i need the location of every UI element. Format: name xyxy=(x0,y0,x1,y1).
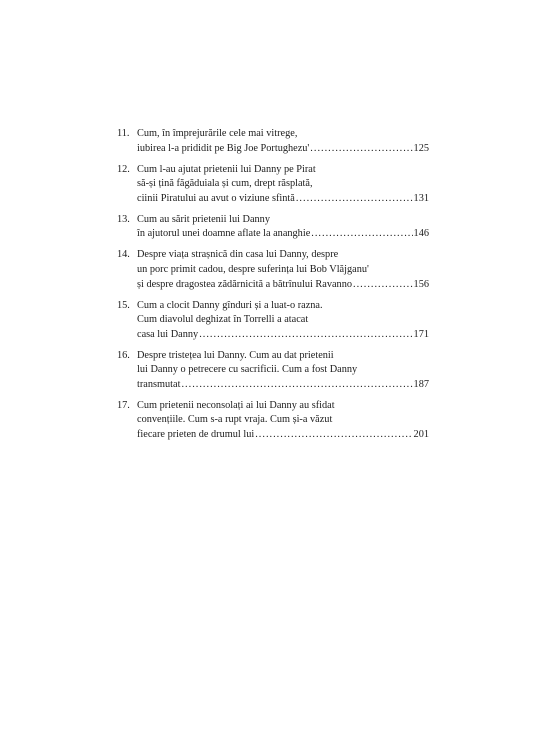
chapter-title-last-line xyxy=(137,378,429,393)
chapter-title-line: Cum au sărit prietenii lui Danny xyxy=(137,213,270,225)
page-number: 156 xyxy=(413,278,429,290)
toc-entry-17 xyxy=(117,399,429,443)
chapter-number: 12. xyxy=(117,163,130,175)
page-number: 146 xyxy=(413,228,429,240)
chapter-title-line: transmutat xyxy=(137,378,181,390)
toc-entry-16 xyxy=(117,349,429,393)
chapter-title-line: iubirea l-a prididit pe Big Joe Portughezu' xyxy=(137,142,310,154)
toc-entry-14 xyxy=(117,248,429,292)
chapter-title-line: ciinii Piratului au avut o viziune sfintă xyxy=(137,192,295,204)
dot-leader xyxy=(311,227,412,242)
toc-entry-13 xyxy=(117,213,429,242)
dot-leader xyxy=(310,142,412,157)
page-number: 125 xyxy=(413,142,429,154)
chapter-title-line: Cum diavolul deghizat în Torrelli a atacat xyxy=(137,314,309,326)
page-number: 187 xyxy=(413,378,429,390)
toc-entry-11 xyxy=(117,127,429,156)
chapter-title-last-line xyxy=(137,428,429,443)
page-number: 201 xyxy=(413,429,429,441)
chapter-title-last-line xyxy=(137,328,429,343)
chapter-title-line: convențiile. Cum s-a rupt vraja. Cum și-a văzut xyxy=(137,414,333,426)
chapter-title-line: Despre tristețea lui Danny. Cum au dat prietenii xyxy=(137,349,334,361)
chapter-title-line: casa lui Danny xyxy=(137,328,199,340)
chapter-number: 17. xyxy=(117,399,130,411)
table-of-contents xyxy=(117,127,429,449)
dot-leader xyxy=(353,278,413,293)
dot-leader xyxy=(199,328,412,343)
chapter-number: 16. xyxy=(117,349,130,361)
chapter-title-line: Cum, în împrejurările cele mai vitrege, xyxy=(137,128,298,139)
chapter-title-last-line xyxy=(137,227,429,242)
chapter-title-line: Cum a clocit Danny gînduri și a luat-o razna. xyxy=(137,299,323,311)
chapter-title-line: lui Danny o petrecere cu sacrificii. Cum a fost Danny xyxy=(137,364,358,376)
chapter-title-last-line xyxy=(137,142,429,157)
chapter-number: 14. xyxy=(117,249,130,261)
chapter-title-line: Despre viața strașnică din casa lui Danny, despre xyxy=(137,249,339,261)
chapter-title-line: în ajutorul unei doamne aflate la ananghie xyxy=(137,228,311,240)
page-number: 171 xyxy=(413,328,429,340)
chapter-number: 15. xyxy=(117,299,130,311)
chapter-title-last-line xyxy=(137,192,429,207)
chapter-title-last-line xyxy=(137,278,429,293)
chapter-title-line: să-și țină făgăduiala și cum, drept răsplată, xyxy=(137,178,313,190)
chapter-number: 13. xyxy=(117,213,130,225)
chapter-title-line: un porc primit cadou, despre suferința lui Bob Vlăjganu' xyxy=(137,263,369,275)
chapter-title-line: Cum prietenii neconsolați ai lui Danny au sfidat xyxy=(137,399,335,411)
toc-entry-12 xyxy=(117,163,429,207)
dot-leader xyxy=(296,192,413,207)
chapter-number: 11. xyxy=(117,128,130,139)
chapter-title-line: fiecare prieten de drumul lui xyxy=(137,429,255,441)
toc-entry-15 xyxy=(117,299,429,343)
dot-leader xyxy=(255,428,412,443)
dot-leader xyxy=(181,378,412,393)
page-number: 131 xyxy=(413,192,429,204)
chapter-title-line: Cum l-au ajutat prietenii lui Danny pe Pirat xyxy=(137,163,316,175)
chapter-title-line: și despre dragostea zădărnicită a bătrînului Ravanno xyxy=(137,278,353,290)
